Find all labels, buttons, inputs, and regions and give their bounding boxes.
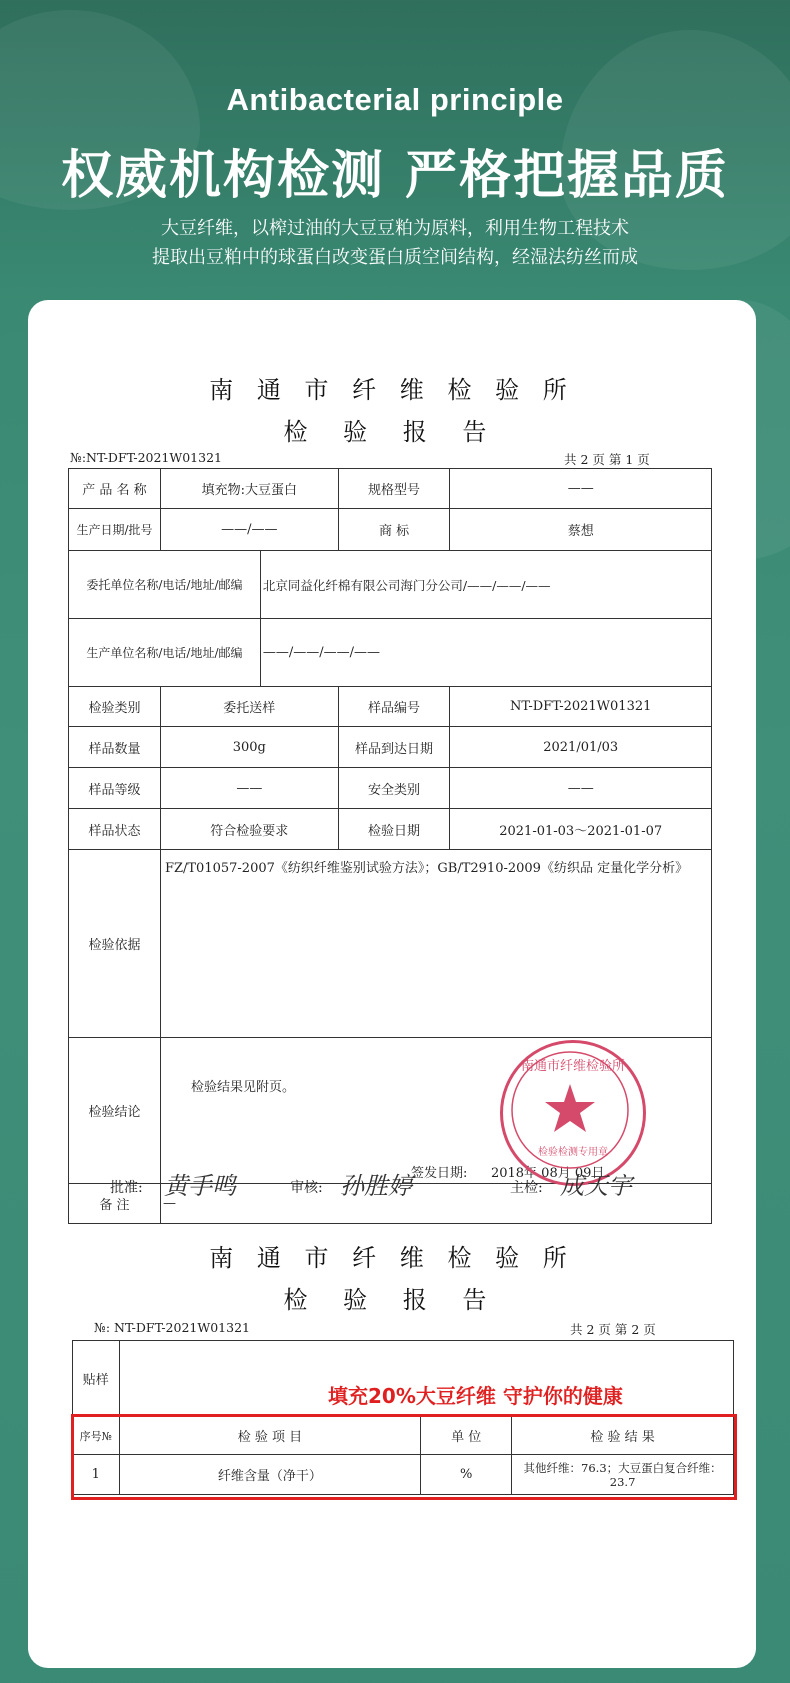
test-date-label: 检验日期	[338, 809, 450, 850]
row-unit: %	[421, 1455, 512, 1495]
test-date-value: 2021-01-03～2021-01-07	[450, 809, 712, 850]
institute-title-2: 南 通 市 纤 维 检 验 所	[209, 1244, 575, 1272]
page-info-2: 共 2 页 第 2 页	[570, 1322, 656, 1337]
test-type-value: 委托送样	[160, 687, 338, 727]
test-type-label: 检验类别	[69, 687, 161, 727]
remark-value: —	[160, 1184, 711, 1224]
report-title-2: 检 验 报 告	[283, 1286, 501, 1314]
brand-value: 蔡想	[450, 509, 712, 551]
item-header: 检 验 项 目	[119, 1417, 421, 1455]
review-label: 审核:	[290, 1180, 323, 1196]
row-seq: 1	[73, 1455, 120, 1495]
prod-date-value: ——/——	[160, 509, 338, 551]
product-name-label: 产 品 名 称	[69, 469, 161, 509]
client-value: 北京同益化纤棉有限公司海门分公司/——/——/——	[260, 551, 711, 619]
producer-label: 生产单位名称/电话/地址/邮编	[69, 619, 261, 687]
state-label: 样品状态	[69, 809, 161, 850]
row-result: 其他纤维：76.3；大豆蛋白复合纤维：23.7	[512, 1455, 734, 1495]
grade-value: ——	[160, 768, 338, 809]
report-number-2: №: NT-DFT-2021W01321	[94, 1320, 250, 1335]
report-title: 检 验 报 告	[283, 418, 501, 446]
result-header: 检 验 结 果	[512, 1417, 734, 1455]
state-value: 符合检验要求	[160, 809, 338, 850]
spec-label: 规格型号	[338, 469, 450, 509]
prod-date-label: 生产日期/批号	[69, 509, 161, 551]
header-desc-line2: 提取出豆粕中的球蛋白改变蛋白质空间结构，经湿法纺丝而成	[152, 247, 638, 268]
sample-no-value: NT-DFT-2021W01321	[450, 687, 712, 727]
basis-value: FZ/T01057-2007《纺织纤维鉴别试验方法》；GB/T2910-2009《纺织品 定量化学分析》	[160, 850, 711, 1038]
issue-date-label: 签发日期:	[410, 1166, 468, 1181]
safety-label: 安全类别	[338, 768, 450, 809]
sample-no-label: 样品编号	[338, 687, 450, 727]
conclusion-value: 检验结果见附页。	[190, 1080, 295, 1095]
brand-label: 商 标	[338, 509, 450, 551]
remark-label: 备 注	[69, 1184, 161, 1224]
grade-label: 样品等级	[69, 768, 161, 809]
report-card	[28, 300, 756, 1668]
approve-label: 批准:	[110, 1180, 143, 1196]
product-name-value: 填充物:大豆蛋白	[160, 469, 338, 509]
approve-signature: 黄手鸣	[164, 1172, 236, 1200]
header-title-en: Antibacterial principle	[226, 82, 564, 117]
arrival-label: 样品到达日期	[338, 727, 450, 768]
header-desc-line1: 大豆纤维，以榨过油的大豆豆粕为原料，利用生物工程技术	[161, 218, 629, 239]
review-signature: 孙胜婷	[340, 1172, 412, 1200]
row-item: 纤维含量（净干）	[119, 1455, 421, 1495]
page-info: 共 2 页 第 1 页	[564, 452, 650, 467]
issue-date-value: 2018年 08月 09日	[490, 1166, 605, 1181]
institute-title: 南 通 市 纤 维 检 验 所	[209, 376, 575, 404]
unit-header: 单 位	[421, 1417, 512, 1455]
official-seal	[500, 1040, 646, 1186]
check-signature: 成天宇	[560, 1172, 632, 1200]
sample-label: 贴样	[73, 1341, 120, 1417]
basis-label: 检验依据	[69, 850, 161, 1038]
highlight-box	[71, 1414, 737, 1500]
conclusion-label: 检验结论	[69, 1038, 161, 1184]
report-number: №:NT-DFT-2021W01321	[70, 450, 222, 465]
check-label: 主检:	[510, 1180, 543, 1196]
qty-label: 样品数量	[69, 727, 161, 768]
header-title-cn: 权威机构检测 严格把握品质	[60, 146, 730, 206]
client-label: 委托单位名称/电话/地址/邮编	[69, 551, 261, 619]
seal-text: 南通市纤维检验所	[520, 1059, 625, 1074]
spec-value: ——	[450, 469, 712, 509]
seal-subtext: 检验检测专用章	[538, 1147, 608, 1158]
arrival-value: 2021/01/03	[450, 727, 712, 768]
safety-value: ——	[450, 768, 712, 809]
seq-header: 序号№	[73, 1417, 120, 1455]
highlight-text: 填充20%大豆纤维 守护你的健康	[328, 1384, 623, 1408]
qty-value: 300g	[160, 727, 338, 768]
producer-value: ——/——/——/——	[260, 619, 711, 687]
